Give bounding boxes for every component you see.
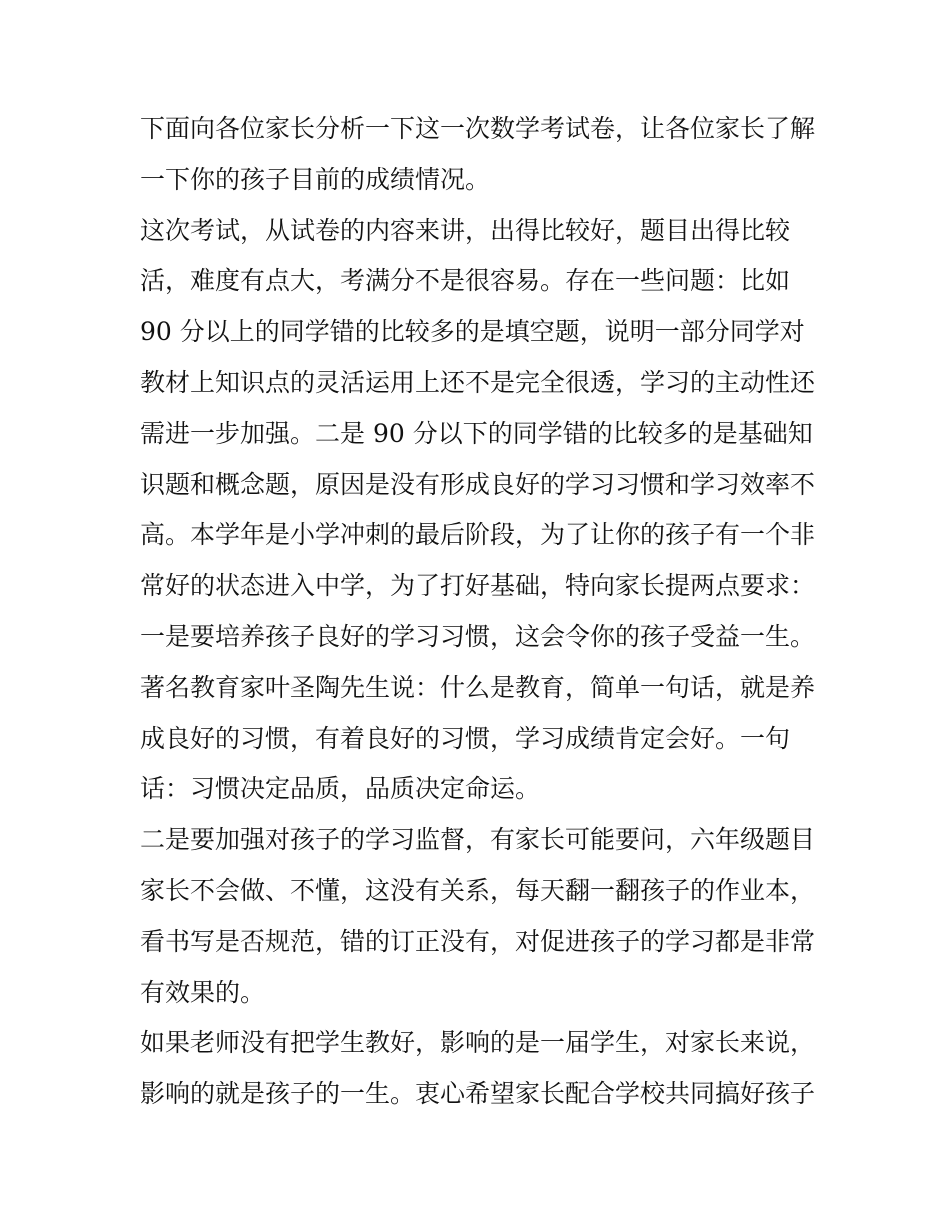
text-line: 影响的就是孩子的一生。衷心希望家长配合学校共同搞好孩子	[140, 1079, 816, 1109]
text-line: 识题和概念题，原因是没有形成良好的学习习惯和学习效率不	[140, 469, 816, 499]
text-line: 需进一步加强。二是 90 分以下的同学错的比较多的是基础知	[140, 418, 813, 448]
text-line: 活，难度有点大，考满分不是很容易。存在一些问题：比如	[140, 266, 791, 296]
text-line: 话：习惯决定品质，品质决定命运。	[140, 774, 541, 804]
text-line: 一是要培养孩子良好的学习习惯，这会令你的孩子受益一生。	[140, 621, 816, 651]
text-line: 高。本学年是小学冲刺的最后阶段，为了让你的孩子有一个非	[140, 520, 816, 550]
text-line: 有效果的。	[140, 977, 266, 1007]
text-line: 教材上知识点的灵活运用上还不是完全很透，学习的主动性还	[140, 367, 816, 397]
document-body	[140, 104, 820, 1120]
text-line: 著名教育家叶圣陶先生说：什么是教育，简单一句话，就是养	[140, 672, 816, 702]
text-line: 90 分以上的同学错的比较多的是填空题，说明一部分同学对	[140, 317, 805, 347]
text-line: 二是要加强对孩子的学习监督，有家长可能要问，六年级题目	[140, 825, 816, 855]
text-line: 下面向各位家长分析一下这一次数学考试卷，让各位家长了解	[140, 114, 816, 143]
text-line: 看书写是否规范，错的订正没有，对促进孩子的学习都是非常	[140, 926, 816, 956]
text-line: 常好的状态进入中学，为了打好基础，特向家长提两点要求：	[140, 571, 816, 601]
text-line: 家长不会做、不懂，这没有关系，每天翻一翻孩子的作业本，	[140, 875, 816, 905]
text-line: 如果老师没有把学生教好，影响的是一届学生，对家长来说，	[140, 1028, 816, 1058]
text-line: 成良好的习惯，有着良好的习惯，学习成绩肯定会好。一句	[140, 723, 791, 753]
text-line: 一下你的孩子目前的成绩情况。	[140, 164, 491, 194]
text-line: 这次考试，从试卷的内容来讲，出得比较好，题目出得比较	[140, 215, 791, 245]
